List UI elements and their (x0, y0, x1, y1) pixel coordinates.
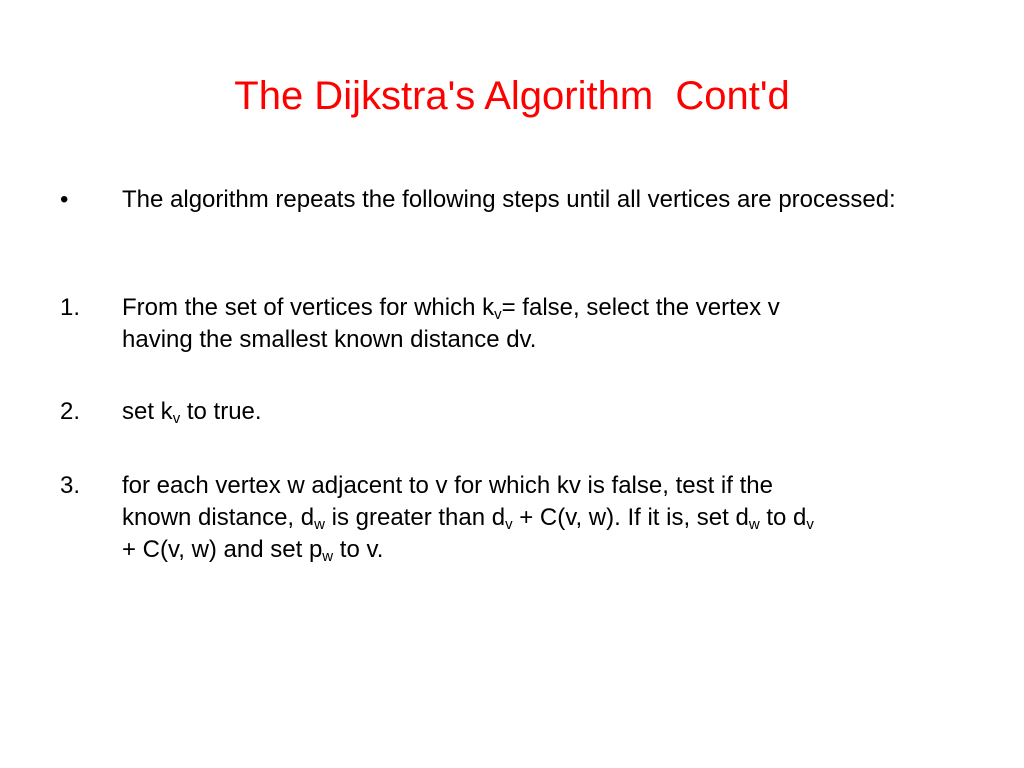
intro-text: The algorithm repeats the following steps until all vertices are processed: (122, 186, 896, 213)
slide-title: The Dijkstra's Algorithm Cont'd (234, 74, 790, 118)
step-1-text-part: having the smallest known distance dv. (122, 326, 537, 353)
step-3-text-part: to d (759, 504, 807, 531)
step-1-text (122, 292, 982, 356)
bullet-marker: • (60, 186, 69, 213)
step-3-number: 3. (60, 472, 81, 499)
step-2-subscript: v (172, 410, 181, 427)
step-3-text (122, 470, 982, 566)
step-3-subscript: w (748, 516, 760, 533)
step-3-text-part: + C(v, w) and set p (122, 536, 323, 563)
step-1-text-part: = false, select the vertex v (501, 294, 780, 321)
step-3-text-part: is greater than d (324, 504, 506, 531)
step-2-text-part: set k (122, 398, 173, 425)
step-3-subscript: v (505, 516, 513, 533)
step-3-subscript: w (314, 516, 325, 533)
step-1-subscript: v (494, 306, 502, 323)
step-2-number: 2. (60, 398, 81, 425)
step-3-text-part: to v. (333, 536, 384, 563)
step-3-text-part: for each vertex w adjacent to v for which kv is false, test if the (122, 472, 773, 499)
step-3-text-part: known distance, d (122, 504, 315, 531)
step-1-number: 1. (60, 294, 81, 321)
step-3-subscript: w (322, 548, 334, 565)
step-1-text-part: From the set of vertices for which k (122, 294, 495, 321)
step-3-text-part: + C(v, w). If it is, set d (512, 504, 749, 531)
step-3-subscript: v (806, 516, 814, 533)
step-2-text (122, 396, 982, 428)
step-2-text-part: to true. (180, 398, 262, 425)
